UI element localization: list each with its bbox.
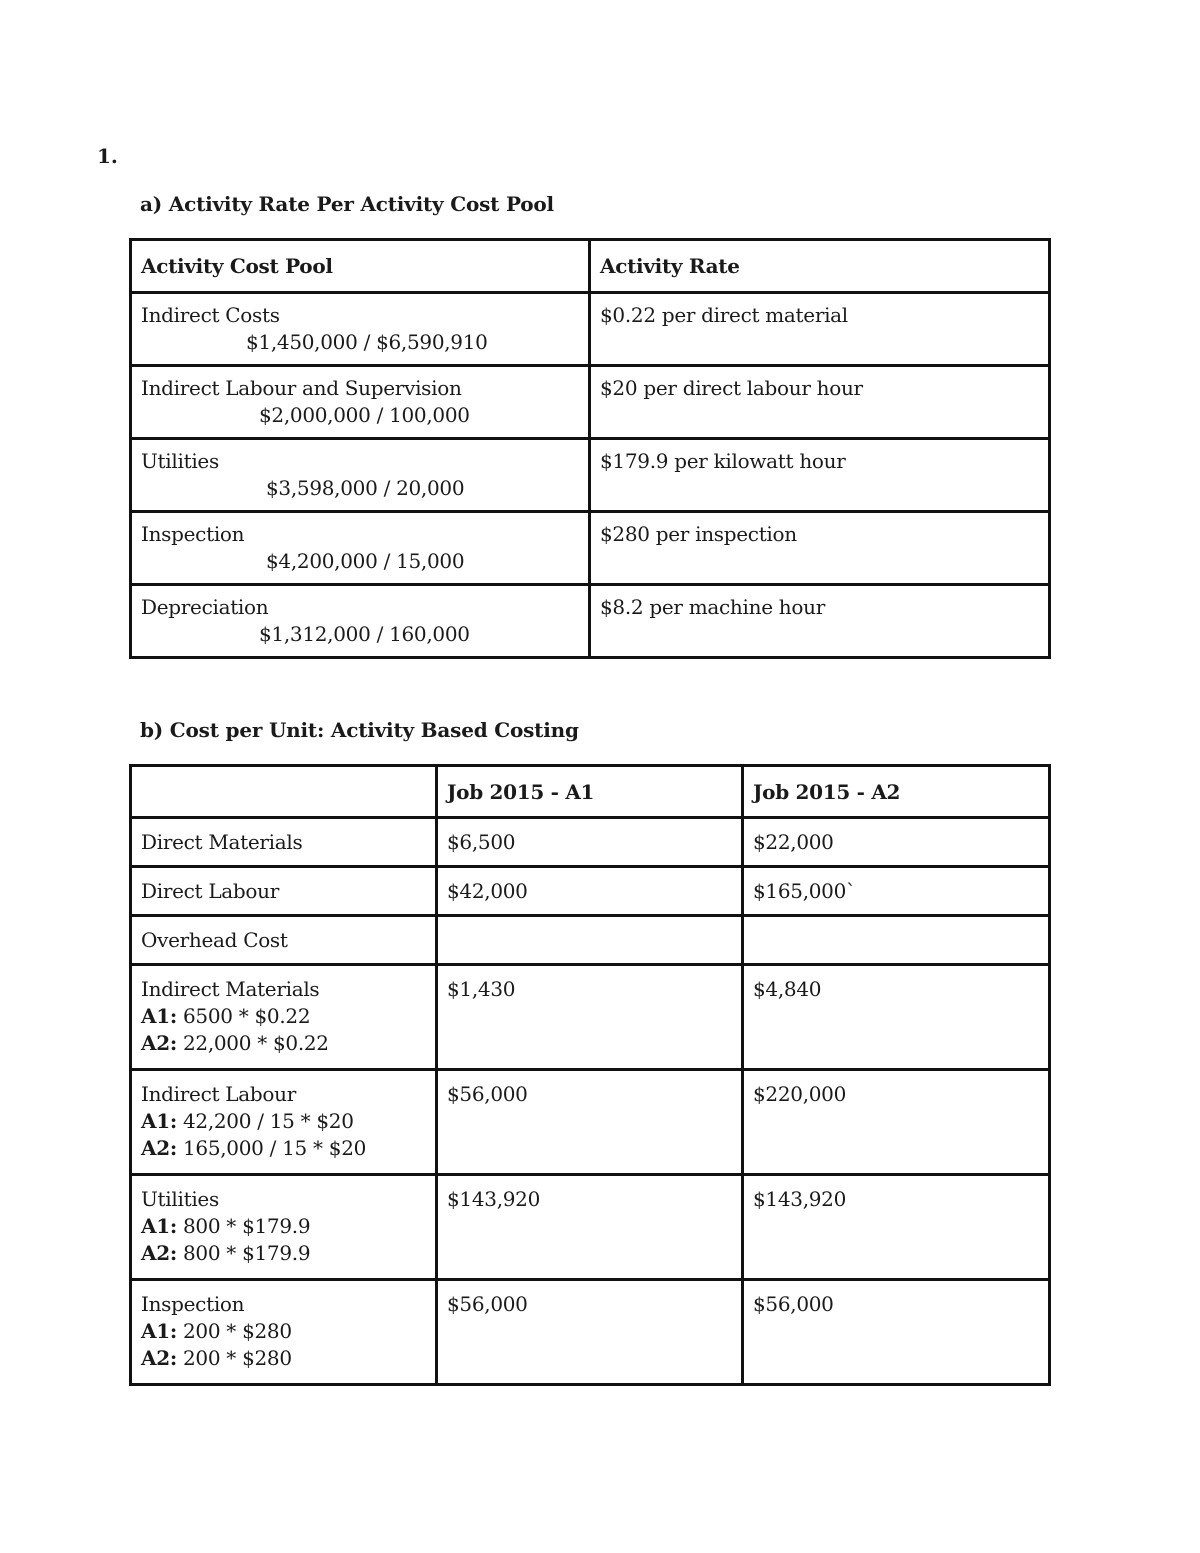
- table-row: [131, 1175, 1050, 1280]
- cost-pool-cell: [131, 585, 590, 658]
- section-a-title: a) Activity Rate Per Activity Cost Pool: [140, 192, 554, 216]
- job-a2-value: $56,000: [743, 1280, 1050, 1385]
- job-a1-value: $6,500: [437, 818, 743, 867]
- table-header-row: [131, 766, 1050, 818]
- a2-prefix: A2:: [141, 1241, 177, 1265]
- row-label: Indirect Materials: [141, 977, 320, 1001]
- table-row: [131, 1280, 1050, 1385]
- table-header-row: [131, 240, 1050, 293]
- job-a1-value: $1,430: [437, 965, 743, 1070]
- question-number: 1.: [97, 144, 118, 168]
- cost-pool-name: Utilities: [141, 449, 219, 473]
- job-a2-value: $143,920: [743, 1175, 1050, 1280]
- header-blank: [131, 766, 437, 818]
- activity-rate-cell: $8.2 per machine hour: [590, 585, 1050, 658]
- table-row: [131, 366, 1050, 439]
- activity-rate-cell: $179.9 per kilowatt hour: [590, 439, 1050, 512]
- section-b-title: b) Cost per Unit: Activity Based Costing: [140, 718, 579, 742]
- row-label: Indirect Labour: [141, 1082, 296, 1106]
- job-a2-value: $22,000: [743, 818, 1050, 867]
- a1-calculation: [141, 1318, 426, 1345]
- cost-pool-calculation: $4,200,000 / 15,000: [266, 549, 465, 573]
- header-job-a2: Job 2015 - A2: [743, 766, 1050, 818]
- table-row: [131, 585, 1050, 658]
- cost-pool-calculation: $3,598,000 / 20,000: [266, 476, 465, 500]
- table-row: [131, 916, 1050, 965]
- a1-prefix: A1:: [141, 1214, 177, 1238]
- a2-prefix: A2:: [141, 1346, 177, 1370]
- a1-prefix: A1:: [141, 1004, 177, 1028]
- a1-formula: 800 * $179.9: [176, 1214, 311, 1238]
- activity-based-costing-table: [129, 764, 1051, 1386]
- cost-pool-cell: [131, 439, 590, 512]
- cost-pool-name: Indirect Labour and Supervision: [141, 376, 462, 400]
- a2-calculation: [141, 1240, 426, 1267]
- a2-formula: 800 * $179.9: [176, 1241, 311, 1265]
- row-label-cell: [131, 965, 437, 1070]
- a1-prefix: A1:: [141, 1319, 177, 1343]
- a2-formula: 22,000 * $0.22: [176, 1031, 329, 1055]
- row-label-cell: [131, 1280, 437, 1385]
- header-activity-cost-pool: Activity Cost Pool: [131, 240, 590, 293]
- cost-pool-calculation: $1,312,000 / 160,000: [259, 622, 470, 646]
- a2-formula: 200 * $280: [176, 1346, 292, 1370]
- activity-rate-table: [129, 238, 1051, 659]
- job-a1-value: $56,000: [437, 1280, 743, 1385]
- a1-calculation: [141, 1003, 426, 1030]
- job-a2-value: $165,000`: [743, 867, 1050, 916]
- row-label: Overhead Cost: [131, 916, 437, 965]
- a2-formula: 165,000 / 15 * $20: [176, 1136, 367, 1160]
- a1-calculation: [141, 1108, 426, 1135]
- job-a2-value: $220,000: [743, 1070, 1050, 1175]
- a1-calculation: [141, 1213, 426, 1240]
- cost-pool-name: Depreciation: [141, 595, 269, 619]
- header-job-a1: Job 2015 - A1: [437, 766, 743, 818]
- a1-formula: 42,200 / 15 * $20: [176, 1109, 354, 1133]
- activity-rate-cell: $20 per direct labour hour: [590, 366, 1050, 439]
- row-label: Direct Labour: [131, 867, 437, 916]
- header-activity-rate: Activity Rate: [590, 240, 1050, 293]
- table-row: [131, 1070, 1050, 1175]
- a2-calculation: [141, 1030, 426, 1057]
- cost-pool-calculation: $1,450,000 / $6,590,910: [246, 330, 488, 354]
- cost-pool-name: Inspection: [141, 522, 245, 546]
- row-label-cell: [131, 1175, 437, 1280]
- cost-pool-calculation: $2,000,000 / 100,000: [259, 403, 470, 427]
- cost-pool-cell: [131, 366, 590, 439]
- table-row: [131, 439, 1050, 512]
- table-row: [131, 293, 1050, 366]
- a2-prefix: A2:: [141, 1136, 177, 1160]
- row-label: Direct Materials: [131, 818, 437, 867]
- row-label: Utilities: [141, 1187, 219, 1211]
- activity-rate-cell: $0.22 per direct material: [590, 293, 1050, 366]
- a2-prefix: A2:: [141, 1031, 177, 1055]
- a1-formula: 6500 * $0.22: [176, 1004, 311, 1028]
- cost-pool-name: Indirect Costs: [141, 303, 280, 327]
- row-label-cell: [131, 1070, 437, 1175]
- row-label: Inspection: [141, 1292, 245, 1316]
- cost-pool-cell: [131, 512, 590, 585]
- a1-prefix: A1:: [141, 1109, 177, 1133]
- activity-rate-cell: $280 per inspection: [590, 512, 1050, 585]
- a2-calculation: [141, 1135, 426, 1162]
- job-a2-value: $4,840: [743, 965, 1050, 1070]
- job-a2-value: [743, 916, 1050, 965]
- job-a1-value: $56,000: [437, 1070, 743, 1175]
- table-row: [131, 867, 1050, 916]
- job-a1-value: $143,920: [437, 1175, 743, 1280]
- table-row: [131, 818, 1050, 867]
- table-row: [131, 512, 1050, 585]
- a2-calculation: [141, 1345, 426, 1372]
- a1-formula: 200 * $280: [176, 1319, 292, 1343]
- cost-pool-cell: [131, 293, 590, 366]
- job-a1-value: $42,000: [437, 867, 743, 916]
- table-row: [131, 965, 1050, 1070]
- job-a1-value: [437, 916, 743, 965]
